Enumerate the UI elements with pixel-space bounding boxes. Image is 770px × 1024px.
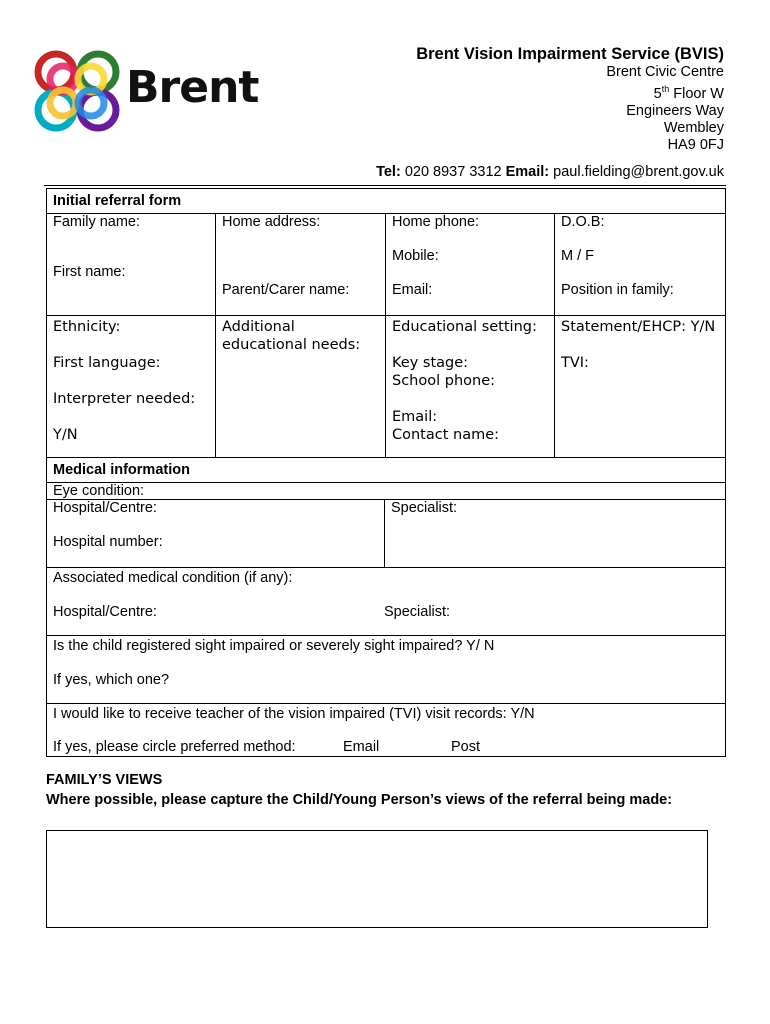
- medical-info-heading: Medical information: [47, 458, 726, 483]
- family-views-instruction: Where possible, please capture the Child/Young Person’s views of the referral being made:: [46, 792, 673, 808]
- eye-condition-cell[interactable]: Eye condition:: [47, 483, 726, 500]
- method-email-option[interactable]: Email: [343, 739, 380, 755]
- address-line: 5th Floor W: [653, 84, 724, 102]
- tvi-records-cell[interactable]: I would like to receive teacher of the vision impaired (TVI) visit records: Y/N If yes, please circle preferred method: Email Post: [47, 704, 726, 757]
- email-value[interactable]: paul.fielding@brent.gov.uk: [553, 164, 724, 180]
- medical-info-table: [46, 457, 726, 757]
- ethnicity-cell[interactable]: Ethnicity: First language: Interpreter needed: Y/N: [47, 316, 216, 458]
- hospital-cell[interactable]: Hospital/Centre: Hospital number:: [47, 500, 385, 568]
- educational-setting-cell[interactable]: Educational setting: Key stage: School phone: Email: Contact name:: [386, 316, 555, 458]
- associated-condition-cell[interactable]: Associated medical condition (if any): Hospital/Centre: Specialist:: [47, 568, 726, 636]
- brent-logo-icon: [32, 48, 124, 134]
- home-address-cell[interactable]: Home address: Parent/Carer name:: [216, 214, 386, 316]
- tel-value: 020 8937 3312: [404, 164, 502, 180]
- family-views-textbox[interactable]: [46, 830, 708, 928]
- statement-cell[interactable]: Statement/EHCP: Y/N TVI:: [555, 316, 726, 458]
- address-line: Wembley: [663, 119, 724, 136]
- dob-cell[interactable]: D.O.B: M / F Position in family:: [555, 214, 726, 316]
- family-views-section: [46, 770, 672, 810]
- address-line: Engineers Way: [626, 102, 724, 119]
- address-line: Brent Civic Centre: [606, 64, 724, 80]
- org-address-block: [416, 44, 724, 154]
- registered-cell[interactable]: Is the child registered sight impaired or severely sight impaired? Y/ N If yes, which one?: [47, 636, 726, 704]
- initial-referral-table: [46, 188, 726, 458]
- additional-needs-cell[interactable]: Additional educational needs:: [216, 316, 386, 458]
- address-line: HA9 0FJ: [667, 136, 724, 153]
- family-views-heading: FAMILY’S VIEWS: [46, 772, 163, 788]
- initial-referral-heading: Initial referral form: [47, 189, 726, 214]
- method-post-option[interactable]: Post: [451, 739, 481, 755]
- brand-name: Brent: [126, 62, 259, 113]
- header-divider: [44, 185, 726, 186]
- contact-line: Tel: 020 8937 3312 Email: paul.fielding@brent.gov.uk: [376, 164, 724, 180]
- family-name-cell[interactable]: Family name: First name:: [47, 214, 216, 316]
- specialist-cell[interactable]: Specialist:: [385, 500, 726, 568]
- org-title: Brent Vision Impairment Service (BVIS): [416, 45, 724, 63]
- phone-cell[interactable]: Home phone: Mobile: Email:: [386, 214, 555, 316]
